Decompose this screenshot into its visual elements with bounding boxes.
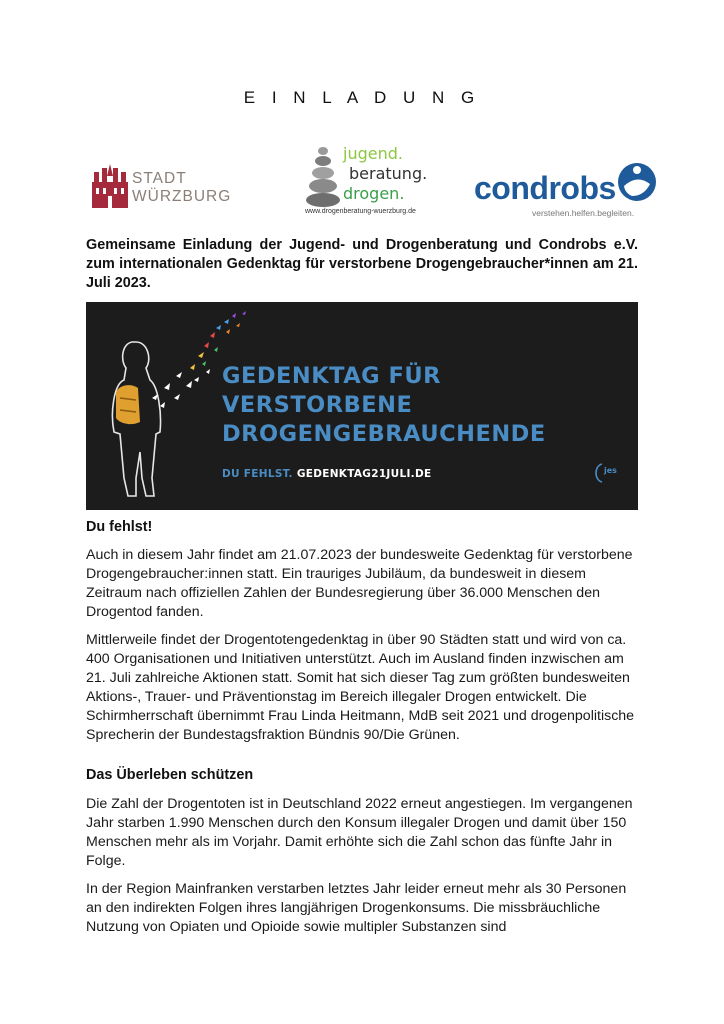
wuerzburg-label: WÜRZBURG bbox=[132, 188, 232, 205]
castle-icon bbox=[92, 164, 128, 208]
beratung-word: beratung. bbox=[349, 164, 428, 183]
intro-paragraph: Gemeinsame Einladung der Jugend- und Drogenberatung und Condrobs e.V. zum internationalen Gedenktag für verstorbene Drogengebraucher*innen am 21. Juli 2023. bbox=[86, 237, 638, 291]
section-heading-ueberleben: Das Überleben schützen bbox=[86, 767, 254, 783]
stacked-stones-icon bbox=[305, 144, 341, 208]
condrobs-logo bbox=[474, 160, 664, 220]
banner-headline-line1: GEDENKTAG FÜR VERSTORBENE bbox=[222, 363, 441, 418]
stadt-label: STADT bbox=[132, 170, 187, 187]
condrobs-tagline: verstehen.helfen.begleiten. bbox=[532, 208, 635, 218]
drogen-word: drogen. bbox=[343, 184, 405, 203]
jdb-website: www.drogenberatung-wuerzburg.de bbox=[305, 208, 416, 215]
section1-paragraph-1: Auch in diesem Jahr findet am 21.07.2023 der bundesweite Gedenktag für verstorbene Drogengebraucher:innen statt. Ein trauriges Jubiläum, da bundesweit in diesem Zeitraum nach offiziellen Zahlen der Bundesregierung über 36.000 Menschen den Drogentod fanden. bbox=[86, 547, 633, 620]
jugend-word: jugend. bbox=[343, 144, 403, 163]
banner-footer-right: GEDENKTAG21JULI.DE bbox=[296, 468, 432, 480]
section1-paragraph-2: Mittlerweile findet der Drogentotengedenktag in über 90 Städten statt und wird von ca. 400 Organisationen und Initiativen unterstützt. Auch im Ausland finden inzwischen am 21. Juli zahlreiche Aktionen statt. Somit hat sich dieser Tag zum größten bundesweiten Aktions-, Trauer- und Präventionstag im Bereich illegaler Drogen entwickelt. Die Schirmherrschaft übernimmt Frau Linda Heitmann, MdB seit 2021 und drogenpolitische Sprecherin der Bundestagsfraktion Bündnis 90/Die Grünen. bbox=[86, 632, 635, 743]
jes-logo bbox=[592, 462, 622, 484]
banner-footer bbox=[222, 468, 431, 480]
page-title: E I N L A D U N G bbox=[243, 88, 481, 107]
banner-headline bbox=[222, 362, 632, 449]
stadt-wuerzburg-logo bbox=[92, 160, 242, 212]
jugend-beratung-drogen-logo bbox=[305, 140, 435, 222]
section2-paragraph-1: Die Zahl der Drogentoten ist in Deutschland 2022 erneut angestiegen. Im vergangenen Jahr starben 1.990 Menschen durch den Konsum illegaler Drogen und damit über 150 Menschen mehr als im Vorjahr. Damit erhöhte sich die Zahl schon das fünfte Jahr in Folge. bbox=[86, 796, 633, 869]
condrobs-drop-icon bbox=[616, 160, 658, 204]
section-heading-du-fehlst: Du fehlst! bbox=[86, 519, 153, 535]
condrobs-wordmark: condrobs bbox=[474, 170, 616, 206]
section2-paragraph-2: In der Region Mainfranken verstarben letztes Jahr leider erneut mehr als 30 Personen an den indirekten Folgen ihres langjährigen Drogenkonsums. Die missbräuchliche Nutzung von Opiaten und Opioide sowie multipler Substanzen sind bbox=[86, 881, 627, 935]
backpack-icon bbox=[116, 385, 140, 424]
jes-logo-text: jes bbox=[604, 466, 617, 475]
banner-footer-left: DU FEHLST. bbox=[222, 468, 293, 480]
banner-headline-line2: DROGENGEBRAUCHENDE bbox=[222, 421, 546, 447]
gedenktag-banner bbox=[86, 302, 638, 510]
